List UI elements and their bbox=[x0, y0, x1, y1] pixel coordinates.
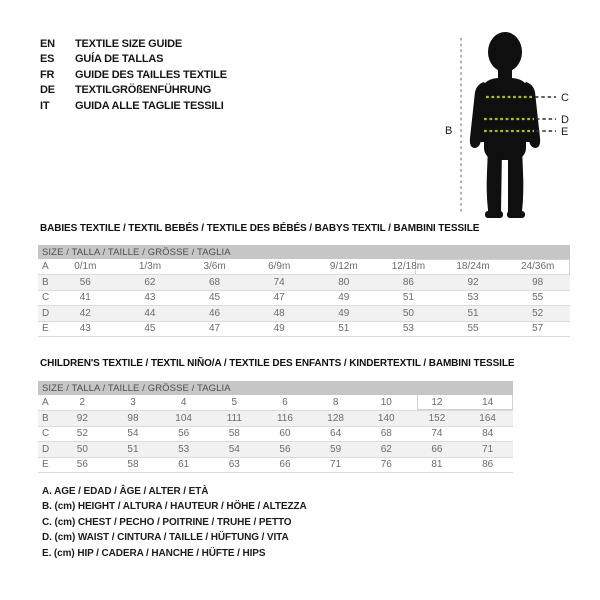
table-cell: 48 bbox=[247, 306, 312, 322]
table-cell: 71 bbox=[310, 457, 361, 473]
table-row bbox=[38, 442, 513, 458]
table-cell: 51 bbox=[108, 442, 159, 458]
table-cell: 63 bbox=[209, 457, 260, 473]
row-label: A bbox=[38, 395, 57, 411]
language-code: DE bbox=[40, 84, 55, 97]
legend-hip: E. (cm) HIP / CADERA / HANCHE / HÜFTE / HIPS bbox=[42, 547, 266, 559]
table-cell: 56 bbox=[57, 457, 108, 473]
table-cell: 50 bbox=[376, 306, 441, 322]
table-cell: 49 bbox=[312, 306, 377, 322]
label-hip-e: E bbox=[561, 126, 569, 138]
table-cell: 50 bbox=[57, 442, 108, 458]
table-row bbox=[38, 290, 570, 306]
table-cell: 12/18m bbox=[376, 259, 441, 275]
table-cell: 1/3m bbox=[118, 259, 183, 275]
row-label: C bbox=[38, 426, 57, 442]
table-cell: 49 bbox=[247, 321, 312, 337]
language-row bbox=[40, 67, 227, 83]
child-silhouette-diagram bbox=[440, 22, 600, 232]
measurement-legend bbox=[42, 486, 307, 563]
row-label: B bbox=[38, 275, 53, 291]
language-row bbox=[40, 98, 227, 114]
table-row bbox=[38, 395, 513, 411]
table-cell: 92 bbox=[57, 411, 108, 427]
babies-size-table bbox=[38, 245, 570, 337]
table-cell: 24/36m bbox=[505, 259, 570, 275]
table-cell: 54 bbox=[209, 442, 260, 458]
legend-age: A. AGE / EDAD / ÂGE / ALTER / ETÀ bbox=[42, 486, 209, 497]
table-cell: 164 bbox=[462, 411, 513, 427]
language-code: ES bbox=[40, 53, 55, 66]
table-cell: 43 bbox=[53, 321, 118, 337]
table-cell: 43 bbox=[118, 290, 183, 306]
table-cell: 59 bbox=[310, 442, 361, 458]
label-height-b: B bbox=[445, 125, 453, 137]
table-cell: 84 bbox=[462, 426, 513, 442]
table-cell: 81 bbox=[412, 457, 463, 473]
table-cell: 44 bbox=[118, 306, 183, 322]
guide-title: GUIDA ALLE TAGLIE TESSILI bbox=[75, 99, 224, 112]
babies-section-title: BABIES TEXTILE / TEXTIL BEBÉS / TEXTILE DES BÉBÉS / BABYS TEXTIL / BAMBINI TESSILE bbox=[40, 223, 480, 234]
table-cell: 54 bbox=[108, 426, 159, 442]
table-cell: 53 bbox=[376, 321, 441, 337]
table-cell: 71 bbox=[462, 442, 513, 458]
table-row bbox=[38, 275, 570, 291]
table-cell: 51 bbox=[312, 321, 377, 337]
table-cell: 86 bbox=[376, 275, 441, 291]
table-cell: 42 bbox=[53, 306, 118, 322]
child-silhouette bbox=[470, 32, 540, 218]
legend-chest: C. (cm) CHEST / PECHO / POITRINE / TRUHE / PETTO bbox=[42, 516, 292, 528]
table-row bbox=[38, 426, 513, 442]
table-cell: 58 bbox=[108, 457, 159, 473]
table-cell: 140 bbox=[361, 411, 412, 427]
table-cell: 5 bbox=[209, 395, 260, 411]
table-row bbox=[38, 306, 570, 322]
table-cell: 104 bbox=[158, 411, 209, 427]
language-code: EN bbox=[40, 37, 55, 50]
table-cell: 60 bbox=[260, 426, 311, 442]
guide-title: GUIDE DES TAILLES TEXTILE bbox=[75, 68, 227, 81]
table-cell: 64 bbox=[310, 426, 361, 442]
table-cell: 62 bbox=[118, 275, 183, 291]
table-cell: 116 bbox=[260, 411, 311, 427]
table-cell: 68 bbox=[361, 426, 412, 442]
table-cell: 62 bbox=[361, 442, 412, 458]
language-row bbox=[40, 36, 227, 52]
table-row bbox=[38, 411, 513, 427]
table-cell: 55 bbox=[441, 321, 506, 337]
label-chest-c: C bbox=[561, 92, 569, 104]
row-label: C bbox=[38, 290, 53, 306]
table-cell: 45 bbox=[118, 321, 183, 337]
table-cell: 55 bbox=[505, 290, 570, 306]
row-label: D bbox=[38, 306, 53, 322]
table-cell: 6/9m bbox=[247, 259, 312, 275]
table-cell: 10 bbox=[361, 395, 412, 411]
table-cell: 86 bbox=[462, 457, 513, 473]
language-row bbox=[40, 83, 227, 99]
guide-title: TEXTILE SIZE GUIDE bbox=[75, 37, 183, 50]
language-row bbox=[40, 52, 227, 68]
table-cell: 0/1m bbox=[53, 259, 118, 275]
table-cell: 68 bbox=[182, 275, 247, 291]
table-cell: 66 bbox=[260, 457, 311, 473]
table-cell: 3/6m bbox=[182, 259, 247, 275]
size-header-bar: SIZE / TALLA / TAILLE / GRÖSSE / TAGLIA bbox=[38, 245, 570, 259]
table-cell: 98 bbox=[505, 275, 570, 291]
table-cell: 128 bbox=[310, 411, 361, 427]
row-label: A bbox=[38, 259, 53, 275]
table-row bbox=[38, 321, 570, 337]
row-label: E bbox=[38, 457, 57, 473]
language-code: IT bbox=[40, 99, 50, 112]
measurement-figure bbox=[440, 22, 600, 232]
table-cell: 49 bbox=[312, 290, 377, 306]
table-cell: 45 bbox=[182, 290, 247, 306]
table-cell: 53 bbox=[441, 290, 506, 306]
table-cell: 12 bbox=[412, 395, 463, 411]
language-code: FR bbox=[40, 68, 55, 81]
table-cell: 2 bbox=[57, 395, 108, 411]
table-cell: 56 bbox=[260, 442, 311, 458]
label-waist-d: D bbox=[561, 114, 569, 126]
table-cell: 3 bbox=[108, 395, 159, 411]
children-section-title: CHILDREN'S TEXTILE / TEXTIL NIÑO/A / TEXTILE DES ENFANTS / KINDERTEXTIL / BAMBINI TESSILE bbox=[40, 358, 515, 369]
row-label: B bbox=[38, 411, 57, 427]
table-cell: 58 bbox=[209, 426, 260, 442]
table-cell: 8 bbox=[310, 395, 361, 411]
size-header-bar: SIZE / TALLA / TAILLE / GRÖSSE / TAGLIA bbox=[38, 381, 513, 395]
table-cell: 66 bbox=[412, 442, 463, 458]
table-cell: 52 bbox=[505, 306, 570, 322]
legend-height: B. (cm) HEIGHT / ALTURA / HAUTEUR / HÖHE / ALTEZZA bbox=[42, 501, 307, 513]
table-cell: 6 bbox=[260, 395, 311, 411]
table-row bbox=[38, 457, 513, 473]
table-cell: 57 bbox=[505, 321, 570, 337]
table-cell: 76 bbox=[361, 457, 412, 473]
table-cell: 52 bbox=[57, 426, 108, 442]
row-label: D bbox=[38, 442, 57, 458]
table-cell: 56 bbox=[158, 426, 209, 442]
guide-title: TEXTILGRÖßENFÜHRUNG bbox=[75, 84, 212, 97]
table-cell: 18/24m bbox=[441, 259, 506, 275]
table-cell: 111 bbox=[209, 411, 260, 427]
table-cell: 53 bbox=[158, 442, 209, 458]
legend-waist: D. (cm) WAIST / CINTURA / TAILLE / HÜFTUNG / VITA bbox=[42, 532, 289, 544]
table-cell: 47 bbox=[247, 290, 312, 306]
table-cell: 51 bbox=[376, 290, 441, 306]
table-cell: 74 bbox=[247, 275, 312, 291]
table-cell: 74 bbox=[412, 426, 463, 442]
children-size-table bbox=[38, 381, 513, 473]
table-row bbox=[38, 259, 570, 275]
language-title-list bbox=[40, 36, 227, 114]
row-label: E bbox=[38, 321, 53, 337]
table-cell: 98 bbox=[108, 411, 159, 427]
table-cell: 152 bbox=[412, 411, 463, 427]
table-cell: 9/12m bbox=[312, 259, 377, 275]
table-cell: 41 bbox=[53, 290, 118, 306]
guide-title: GUÍA DE TALLAS bbox=[75, 53, 164, 66]
table-cell: 46 bbox=[182, 306, 247, 322]
table-cell: 80 bbox=[312, 275, 377, 291]
table-cell: 61 bbox=[158, 457, 209, 473]
table-cell: 4 bbox=[158, 395, 209, 411]
table-cell: 51 bbox=[441, 306, 506, 322]
table-cell: 47 bbox=[182, 321, 247, 337]
table-cell: 56 bbox=[53, 275, 118, 291]
table-cell: 14 bbox=[462, 395, 513, 411]
table-cell: 92 bbox=[441, 275, 506, 291]
